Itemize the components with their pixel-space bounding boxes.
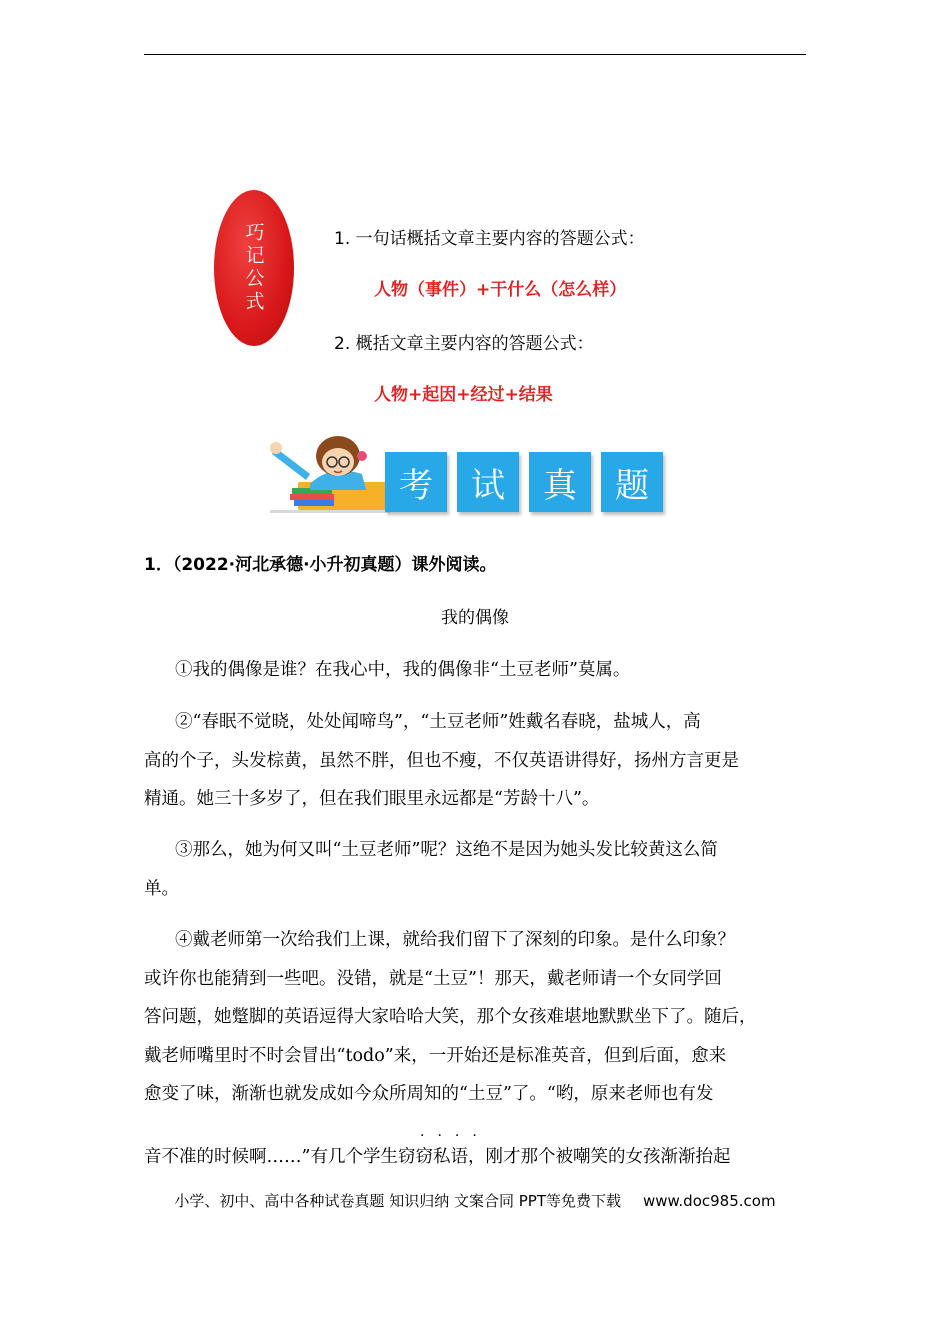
article-line: 音不准的时候啊……”有几个学生窃窃私语，刚才那个被嘲笑的女孩渐渐抬起 (144, 1147, 731, 1167)
footer (0, 1190, 950, 1211)
badge-text: 巧记公式 (242, 222, 265, 314)
formula-badge (214, 190, 294, 346)
article-line: ④戴老师第一次给我们上课，就给我们留下了深刻的印象。是什么印象？ (175, 930, 735, 950)
student-reading-illustration (270, 434, 390, 514)
banner-tile-3: 真 (529, 452, 591, 512)
article-line: 愈变了味，渐渐也就发成如今众所周知的“土豆”了。“哟，原来老师也有发 (144, 1084, 714, 1104)
formula-1-label: 1. 一句话概括文章主要内容的答题公式： (334, 229, 645, 249)
formula-1-text: 人物（事件）+干什么（怎么样） (374, 280, 627, 300)
article-line: 精通。她三十多岁了，但在我们眼里永远都是“芳龄十八”。 (144, 789, 600, 809)
formula-2-label: 2. 概括文章主要内容的答题公式： (334, 334, 594, 354)
article-line: 或许你也能猜到一些吧。没错，就是“土豆”！那天，戴老师请一个女同学回 (144, 969, 722, 989)
article-line: 答问题，她蹩脚的英语逗得大家哈哈大笑，那个女孩难堪地默默坐下了。随后， (144, 1007, 757, 1027)
banner-tile-1: 考 (385, 452, 447, 512)
footer-url[interactable]: www.doc985.com (642, 1192, 776, 1210)
header-rule (144, 54, 806, 55)
article-line: ③那么，她为何又叫“土豆老师”呢？这绝不是因为她头发比较黄这么简 (175, 840, 718, 860)
article-line: 戴老师嘴里时不时会冒出“todo”来，一开始还是标准英音，但到后面，愈来 (144, 1046, 727, 1066)
formula-2-text: 人物+起因+经过+结果 (374, 385, 553, 405)
emphasis-dots: ···· (420, 1128, 490, 1144)
article-line: ②“春眠不觉晓，处处闻啼鸟”，“土豆老师”姓戴名春晓，盐城人，高 (175, 712, 701, 732)
article-line: 单。 (144, 879, 179, 899)
banner-tile-4: 题 (601, 452, 663, 512)
footer-text: 小学、初中、高中各种试卷真题 知识归纳 文案合同 PPT等免费下载 (174, 1192, 621, 1210)
question-heading: 1．（2022·河北承德·小升初真题）课外阅读。 (144, 555, 497, 575)
article-title: 我的偶像 (441, 608, 509, 628)
banner-tile-2: 试 (457, 452, 519, 512)
article-line: 高的个子，头发棕黄，虽然不胖，但也不瘦，不仅英语讲得好，扬州方言更是 (144, 751, 739, 771)
article-line: ①我的偶像是谁？在我心中，我的偶像非“土豆老师”莫属。 (175, 660, 631, 680)
